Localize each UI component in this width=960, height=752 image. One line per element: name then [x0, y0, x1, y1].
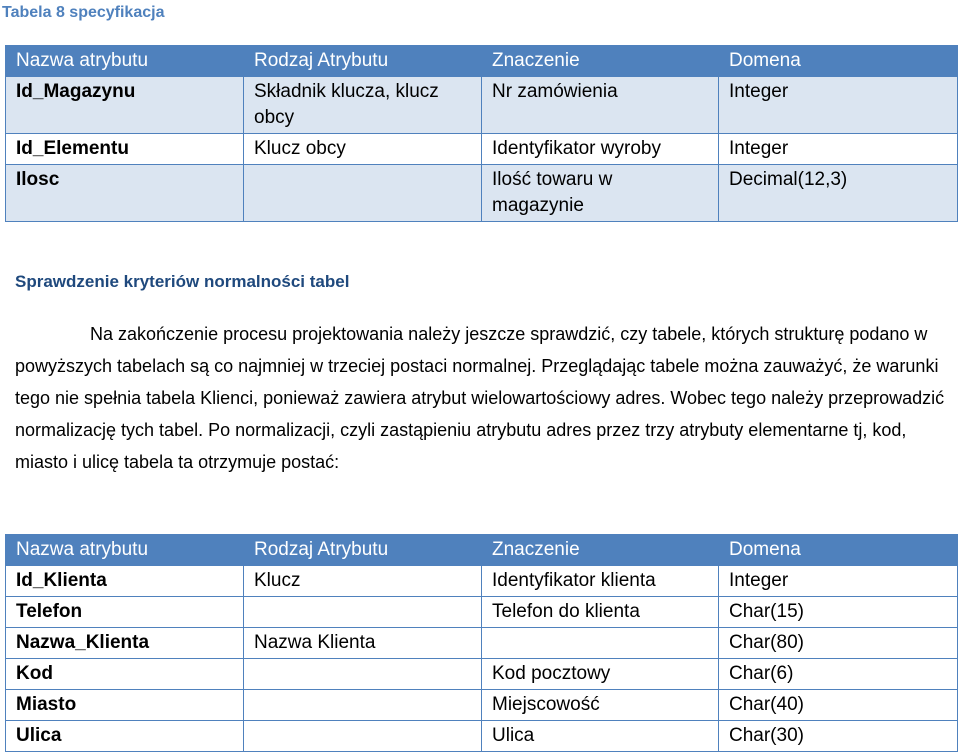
cell-domain: Integer — [719, 77, 958, 134]
cell-meaning: Identyfikator wyroby — [482, 134, 719, 165]
cell-meaning: Kod pocztowy — [482, 659, 719, 690]
table-row — [6, 690, 958, 721]
table-row — [6, 165, 958, 222]
cell-meaning: Ulica — [482, 721, 719, 752]
cell-attribute-kind: Składnik klucza, klucz obcy — [244, 77, 482, 134]
table-header-row — [6, 46, 958, 77]
header-attribute-name: Nazwa atrybutu — [6, 46, 244, 77]
table-row — [6, 77, 958, 134]
cell-meaning: Miejscowość — [482, 690, 719, 721]
cell-attribute-kind — [244, 165, 482, 222]
table-row — [6, 134, 958, 165]
paragraph-text: Na zakończenie procesu projektowania należy jeszcze sprawdzić, czy tabele, których strukturę podano w powyższych tabelach są co najmniej w trzeciej postaci normalnej. Przeglądając tabele można zauważyć, że warunki tego nie spełnia tabela Klienci, ponieważ zawiera atrybut wielowartościowy adres. Wobec tego należy przeprowadzić normalizację tych tabel. Po normalizacji, czyli zastąpieniu atrybutu adres przez trzy atrybuty elementarne tj, kod, miasto i ulicę tabela ta otrzymuje postać: — [15, 324, 945, 472]
table-row — [6, 659, 958, 690]
cell-domain: Char(40) — [719, 690, 958, 721]
body-paragraph — [15, 318, 950, 478]
table-row — [6, 628, 958, 659]
cell-attribute-kind — [244, 721, 482, 752]
spec-table-2 — [5, 534, 958, 752]
header-attribute-kind: Rodzaj Atrybutu — [244, 535, 482, 566]
spec-table-1 — [5, 45, 958, 222]
header-domain: Domena — [719, 535, 958, 566]
cell-domain: Char(30) — [719, 721, 958, 752]
table-header-row — [6, 535, 958, 566]
cell-domain: Char(80) — [719, 628, 958, 659]
cell-attribute-kind: Klucz — [244, 566, 482, 597]
cell-meaning: Ilość towaru w magazynie — [482, 165, 719, 222]
cell-domain: Char(6) — [719, 659, 958, 690]
section-heading: Sprawdzenie kryteriów normalności tabel — [15, 272, 350, 291]
header-meaning: Znaczenie — [482, 46, 719, 77]
cell-attribute-kind: Klucz obcy — [244, 134, 482, 165]
cell-attribute-kind — [244, 690, 482, 721]
cell-attribute-name: Id_Klienta — [6, 566, 244, 597]
cell-attribute-kind — [244, 659, 482, 690]
cell-attribute-name: Ulica — [6, 721, 244, 752]
cell-attribute-kind: Nazwa Klienta — [244, 628, 482, 659]
cell-attribute-kind — [244, 597, 482, 628]
cell-attribute-name: Miasto — [6, 690, 244, 721]
header-attribute-name: Nazwa atrybutu — [6, 535, 244, 566]
cell-attribute-name: Id_Elementu — [6, 134, 244, 165]
cell-meaning: Telefon do klienta — [482, 597, 719, 628]
table-row — [6, 597, 958, 628]
table-row — [6, 721, 958, 752]
cell-meaning: Identyfikator klienta — [482, 566, 719, 597]
table-row — [6, 566, 958, 597]
cell-domain: Char(15) — [719, 597, 958, 628]
cell-domain: Integer — [719, 134, 958, 165]
cell-meaning — [482, 628, 719, 659]
cell-attribute-name: Telefon — [6, 597, 244, 628]
cell-attribute-name: Id_Magazynu — [6, 77, 244, 134]
cell-domain: Integer — [719, 566, 958, 597]
header-domain: Domena — [719, 46, 958, 77]
cell-meaning: Nr zamówienia — [482, 77, 719, 134]
cell-attribute-name: Kod — [6, 659, 244, 690]
cell-attribute-name: Nazwa_Klienta — [6, 628, 244, 659]
table-caption: Tabela 8 specyfikacja — [2, 4, 165, 21]
cell-attribute-name: Ilosc — [6, 165, 244, 222]
cell-domain: Decimal(12,3) — [719, 165, 958, 222]
header-meaning: Znaczenie — [482, 535, 719, 566]
header-attribute-kind: Rodzaj Atrybutu — [244, 46, 482, 77]
